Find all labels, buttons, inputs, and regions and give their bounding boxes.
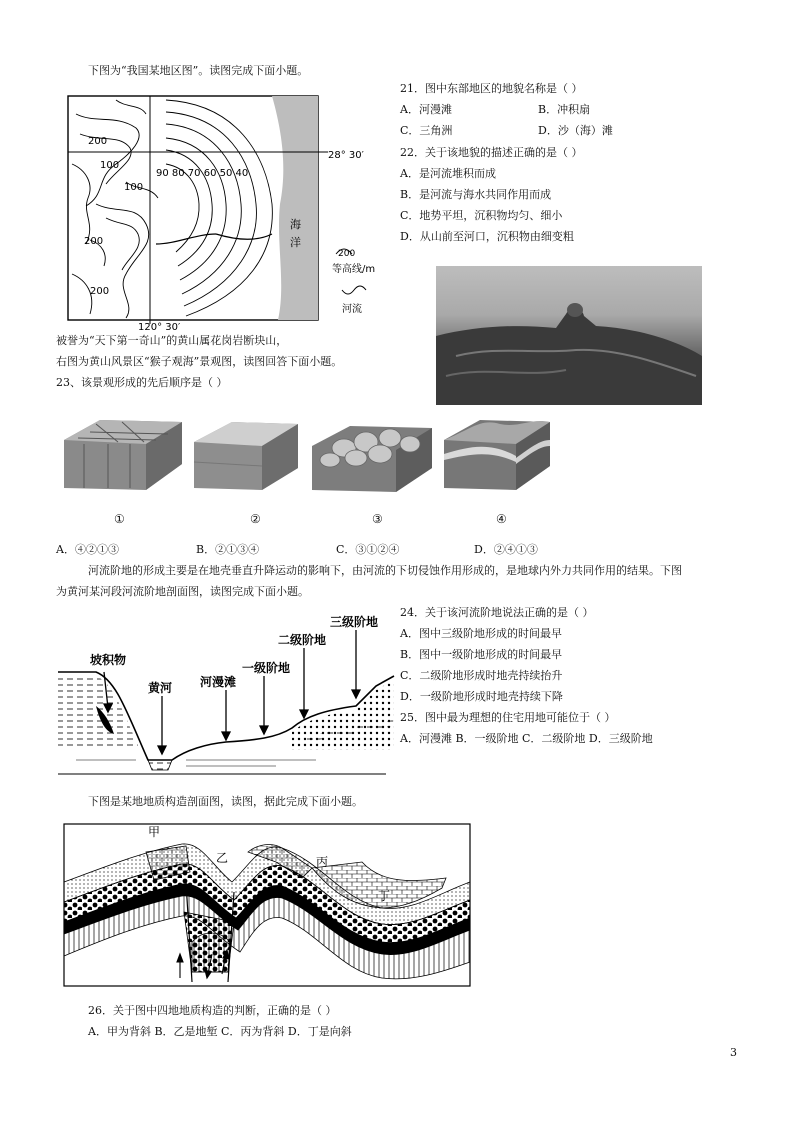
q23-stem: 23、该景观形成的先后顺序是（ ） — [56, 376, 228, 389]
label-yi: 乙 — [216, 851, 229, 865]
intro-text-huangshan-1: 被誉为“天下第一奇山”的黄山属花岗岩断块山， — [56, 334, 288, 347]
contour-label-100-b: 100 — [124, 182, 144, 193]
figure-label-1: ① — [114, 512, 125, 526]
block-diagram-1 — [64, 420, 182, 490]
figure-label-4: ④ — [496, 512, 507, 526]
q21-option-c: C．三角洲 — [400, 124, 453, 137]
q22-option-b: B．是河流与海水共同作用而成 — [400, 188, 552, 201]
q21-option-b: B．冲积扇 — [538, 103, 591, 116]
q22-option-c: C．地势平坦，沉积物均匀、细小 — [400, 209, 563, 222]
contour-label-100-a: 100 — [100, 160, 120, 171]
huangshan-monkey-photo — [436, 266, 702, 405]
intro-text-terrace-1: 河流阶地的形成主要是在地壳垂直升降运动的影响下，由河流的下切侵蚀作用形成的，是地球内外力共同作用的结果。下图 — [88, 564, 682, 577]
legend-river-label: 河流 — [342, 304, 362, 315]
q23-option-a: A．④②①③ — [56, 543, 119, 556]
contour-label-200-c: 200 — [90, 286, 110, 297]
q23-option-b: B．②①③④ — [196, 543, 260, 556]
q22-option-d: D．从山前至河口，沉积物由细变粗 — [400, 230, 574, 243]
label-jia: 甲 — [148, 825, 161, 839]
river-terrace-figure — [56, 610, 396, 780]
landform-sequence-figure — [60, 410, 560, 500]
q24-option-b: B．图中一级阶地形成的时间最早 — [400, 648, 563, 661]
label-floodplain: 河漫滩 — [200, 675, 237, 689]
sea-label-1: 海 — [290, 218, 301, 231]
q21-option-a: A．河漫滩 — [400, 103, 452, 116]
contour-label-200-b: 200 — [84, 236, 104, 247]
label-yellow-river: 黄河 — [148, 681, 173, 695]
q26-options: A．甲为背斜 B．乙是地堑 C．丙为背斜 D．丁是向斜 — [88, 1025, 352, 1038]
q24-stem: 24．关于该河流阶地说法正确的是（ ） — [400, 606, 594, 619]
legend-river-symbol — [342, 286, 366, 294]
q26-stem: 26．关于图中四地地质构造的判断，正确的是（ ） — [88, 1004, 337, 1017]
sea-label-2: 洋 — [290, 236, 301, 249]
q25-stem: 25．图中最为理想的住宅用地可能位于（ ） — [400, 711, 616, 724]
label-bing: 丙 — [316, 855, 329, 869]
q22-option-a: A．是河流堆积而成 — [400, 167, 496, 180]
figure-label-3: ③ — [372, 512, 383, 526]
intro-text-map: 下图为“我国某地区图”。读图完成下面小题。 — [88, 64, 309, 77]
legend-contour-value: 200 — [338, 249, 356, 259]
q24-option-c: C．二级阶地形成时地壳持续抬升 — [400, 669, 563, 682]
contour-map-figure — [66, 94, 376, 333]
intro-text-geology: 下图是某地地质构造剖面图，读图，据此完成下面小题。 — [88, 795, 363, 808]
q21-stem: 21．图中东部地区的地貌名称是（ ） — [400, 82, 583, 95]
figure-label-2: ② — [250, 512, 261, 526]
block-diagram-4 — [444, 420, 550, 490]
block-diagram-2 — [194, 422, 298, 490]
q23-option-c: C．③①②④ — [336, 543, 400, 556]
q21-option-d: D．沙（海）滩 — [538, 124, 613, 137]
geologic-section-figure — [62, 822, 474, 990]
q23-option-d: D．②④①③ — [474, 543, 538, 556]
intro-text-huangshan-2: 右图为黄山风景区“猴子观海”景观图，读图回答下面小题。 — [56, 355, 343, 368]
label-slope-deposit: 坡积物 — [90, 653, 127, 667]
legend-contour-label: 等高线/m — [332, 264, 376, 275]
intro-text-terrace-2: 为黄河某河段河流阶地剖面图，读图完成下面小题。 — [56, 585, 309, 598]
q24-option-d: D．一级阶地形成时地壳持续下降 — [400, 690, 563, 703]
latitude-label: 28° 30′ — [328, 150, 364, 161]
label-terrace-1: 一级阶地 — [242, 661, 291, 675]
q22-stem: 22．关于该地貌的描述正确的是（ ） — [400, 146, 583, 159]
label-ding: 丁 — [378, 889, 391, 903]
contour-sequence-labels: 90 80 70 60 50 40 — [156, 168, 249, 179]
longitude-label: 120° 30′ — [138, 322, 181, 333]
block-diagram-3 — [312, 426, 432, 492]
label-terrace-3: 三级阶地 — [330, 615, 379, 629]
label-terrace-2: 二级阶地 — [278, 633, 327, 647]
q25-options: A．河漫滩 B．一级阶地 C．二级阶地 D．三级阶地 — [400, 732, 653, 745]
page-number: 3 — [730, 1046, 737, 1059]
q24-option-a: A．图中三级阶地形成的时间最早 — [400, 627, 562, 640]
contour-label-200-a: 200 — [88, 136, 108, 147]
